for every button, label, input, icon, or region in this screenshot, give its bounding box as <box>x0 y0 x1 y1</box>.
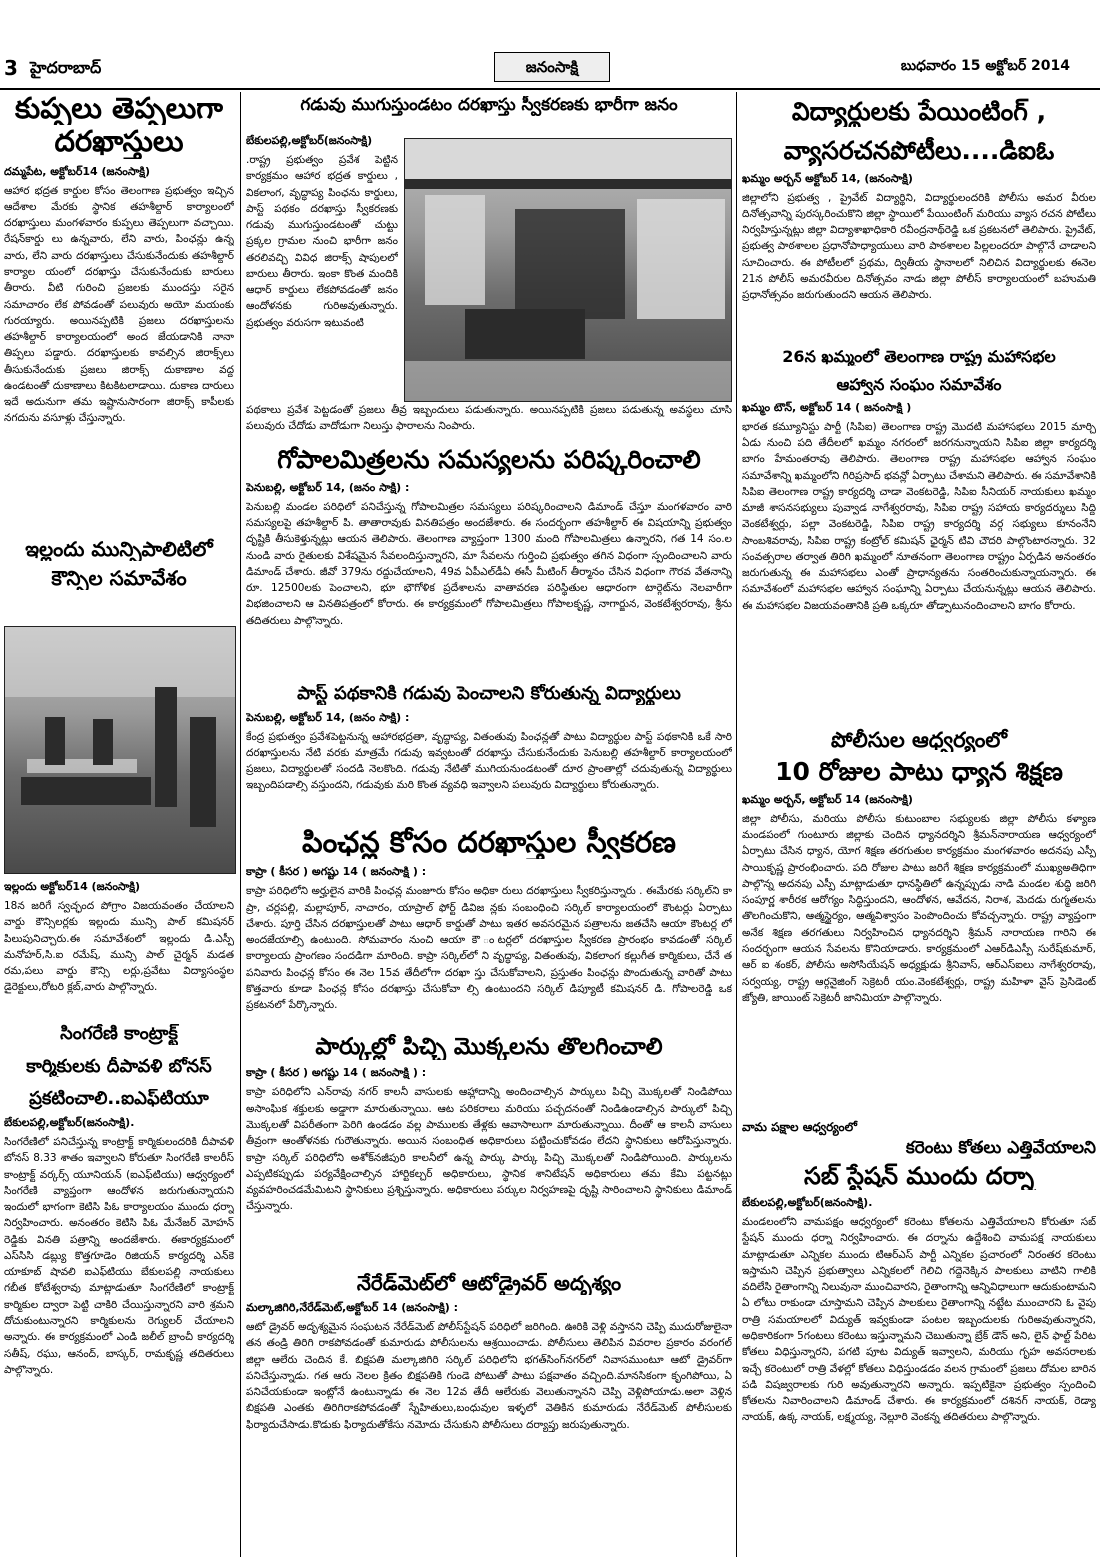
headline: విద్యార్థులకు పేయింటింగ్ , <box>791 98 1047 126</box>
headline: కరెంటు కోతలు ఎత్తివేయాలని <box>905 1139 1096 1158</box>
article-body: జిల్లాలోని ప్రభుత్వ , ప్రైవేట్ విద్యార్థిని, విద్యార్థులందరికి పోలీసు అమర వీరుల దినోత్సవాన్ని పురస్కరించుకొని జిల్లా స్థాయిలో పేయింటింగ్ మరియు వ్యాస రచన పోటీలు నిర్వహిస్తున్నట్లు జిల్లా విద్యాశాఖాధికారి రవీంద్రనాథ్‌రెడ్డి ఒక ప్రకటనలో తెలిపారు. ప్రైవేట్, ప్రభుత్వ పాఠశాలల ప్రధానోపాధ్యాయులు వారి పాఠశాలల పిల్లలందరూ పాల్గొనే చాడాలని సూచించారు. ఈ పోటీలలో ప్రథమ, ద్వితీయ స్థానాలలో నిలిచిన విద్యార్థులకు ఈనెల 21న పోలీస్ అమరవీరుల దినోత్సవం నాడు జిల్లా పోలీస్ కార్యాలయంలో బహుమతి ప్రధానోత్సవం జరుగుతుందని ఆయన తెలిపారు. <box>742 191 1096 302</box>
byline: ఖమ్మం అర్బన్, అక్టోబర్ 14 (జనంసాక్షి) <box>742 792 913 806</box>
headline: కార్మికులకు దీపావళి బోనస్ <box>26 1056 212 1077</box>
article-a13 <box>742 1120 1096 1556</box>
byline: పెనుబల్లి, అక్టోబర్ 14, (జనం సాక్షి) : <box>246 480 410 494</box>
kicker: వామ పక్షాల ఆధ్వర్యంలో <box>742 1120 857 1134</box>
article-body: జిల్లా పోలీసు, మరియు పోలీసు కుటుంబాల సభ్యులకు జిల్లా పోలీసు కళ్యాణ మండపంలో గుంటూరు జిల్లాకు చెందిన ధ్యానదర్శిని శ్రీమన్‌నారాయణ ఆధ్వర్యంలో ఏర్పాటు చేసిన ధ్యాన, యోగ శిక్షణ తరగుతుల కార్యక్రమం మంగళవారం అదనపు ఎస్పీ సాయికృష్ణ ప్రారంభించారు. పది రోజుల పాటు జరిగే శిక్షణ కార్యక్రమంలో ముఖ్యఅతిధిగా పాల్గొన్న అదనపు ఎస్పీ మాట్లాడుతూ ధానస్థితిలో ఉన్నప్పుడు నాడి మండల శుద్ధి జరిగి సంపూర్ణ శారీరక ఆరోగ్యం సిద్ధిస్తుందని, ఆందోళన, ఆవేదన, నిరాశ, మెదడు రుగ్మతలను తొలగించుకొని, ఆత్మస్థైర్యం, ఆత్మవిశ్వాసం పెంపొందించు కోవచ్చన్నారు. రాష్ట్ర వ్యాప్తంగా అనేక శిక్షణ తరగతులు నిర్వహించిన ధ్యానదర్శిని శ్రీమన్ నారాయణ గారిని ఈ సందర్భంగా ఆయన సేవలను కొనియాడారు. కార్యక్రమంలో ఎఆర్‌డిఎస్పీ సురేష్‌కుమార్, ఆర్ ఐ శంకర్, పోలీసు అసోసియేషన్ అధ్యక్షుడు శ్రీనివాస్, ఆర్ఎస్‌ఐలు నాగేశ్వరరావు, సర్వయ్య, రాష్ట్ర ఆర్గనైజింగ్ సెక్రెటరీ యం.వెంకటేశ్వర్లు, రాష్ట్ర మహిళా వైస్ ప్రెసిడెంట్ జ్యోతి, జాయింట్ సెక్రెటరీ జానిమియా పాల్గొన్నారు. <box>742 812 1096 1004</box>
article-body: పథకాలు ప్రవేశ పెట్టడంతో ప్రజలు తీవ్ర ఇబ్బందులు పడుతున్నారు. అయినప్పటికి ప్రజలు పడుతున్న అవస్థలు చూసి పలువురు చేదోడు వాదోడుగా నిలుస్తు ఫారాలను నింపారు. <box>246 404 732 433</box>
article-a9 <box>246 1272 732 1556</box>
column-divider <box>240 92 241 1557</box>
article-body: ఆటో డ్రైవర్ అదృశ్యమైన సంఘటన నేరేడ్‌మెట్ పోలీస్‌స్టేషన్ పరిధిలో జరిగింది. ఊరికి వెళ్లి వస్తానని చెప్పి ముదురోజులైనా తన తండ్రి తిరిగి రాకపోవడంతో కుమారుడు పోలీసులను ఆశ్రయించాడు. పోలీసులు తెలిపిన వివరాల ప్రకారం వరంగల్ జిల్లా ఆలేరు చెందిన కే. బిక్షపతి మల్కాజిగిరి సర్కిల్ పరిధిలోని భగత్‌సింగ్‌నగర్‌లో నివాసముంటూ ఆటో డ్రైవర్‌గా పనిచేస్తున్నాడు. గత ఆరు నెలల క్రితం బిక్షపతికి గుండె పోటుతో పాటు పక్షవాతం వచ్చింది.మానసికంగా కృంగిపోయి, ఏ పనిచేయకుండా ఇంట్లోనే ఉంటున్నాడు ఈ నెల 12వ తేదీ ఆలేరుకు వెలుతున్నానని చెప్పి వెళ్లిపోయాడు.అలా వెళ్లిన బిక్షపతి ఎంతకు తిరిగిరాకపోవడంతో స్నేహితులు,బంధువుల ఇళ్ళలో వెతికిన కుమారుడు నేరేడ్‌మెట్ పోలీసులకు ఫిర్యాదుచేసాడు.కొడుకు ఫిర్యాదుతోకేసు నమోదు చేసుకుని పోలీసులు దర్యాప్తు జరుపుతున్నారు. <box>246 1321 732 1431</box>
article-a6 <box>246 684 732 820</box>
issue-date: బుధవారం 15 అక్టోబర్ 2014 <box>900 58 1070 74</box>
article-body: కాప్రా పరిధిలోని అర్హులైన వారికి పింఛన్ల మంజూరు కోసం అధికా రులు దరఖాస్తులు స్వీకరిస్తున్నారు . ఈమేరకు సర్కిల్‌ని కా ప్రా, చర్లపల్లి, మల్లాపూర్, నాచారం, యాప్రాల్ ఫోర్ట్ డివిజ న్లకు సంబంధించి సర్కిల్ కార్యాలయంలో కౌంటర్లు ఏర్పాటు చేశారు. పూర్తి చేసిన దరఖాస్తులతో పాటు ఆధార్ కార్డుతో పాటు ఇతర అవసరమైన పత్రాలను జతచేసి ఆయా కౌంటర్ల లో అందజేయాల్సి ఉంటుంది. సోమవారం నుంచి ఆయా కౌ ంటర్లలో దరఖాస్తుల స్వీకరణ ప్రారంభం కావడంతో సర్కిల్ కార్యాలయ ప్రాంగణం సందడిగా మారింది. కాప్రా సర్కిల్‌లో ని వృద్ధాప్య, వితంతువు, వికలాంగ కల్లుగీత కార్మికులు, చేనే త పనివారు పింఛన్ల కోసం ఈ నెల 15వ తేదీలోగా దరఖా స్తు చేసుకోవాలని, ప్రస్తుతం పింఛన్లు పొందుతున్న వారితో పాటు కొత్తవారు కూడా పింఛన్ల కోసం దరఖాస్తు చేసుకోవా ల్సి ఉంటుందని సర్కిల్ డిప్యూటీ కమిషనర్ డి. గోపాలరెడ్డి ఒక ప్రకటనలో పేర్కొన్నారు. <box>246 885 732 1012</box>
article-body: కేంద్ర ప్రభుత్వం ప్రవేశపెట్టనున్న ఆహారభద్రతా, వృద్ధాప్య, వితంతువు పింఛన్లతో పాటు విద్యార్థుల పాస్ట్ పథకానికి ఒకే సారి దరఖాస్తులను నేటి వరకు మాత్రమే గడువు ఇవ్వటంతో దరఖాస్తు చేసుకునేందుకు పెనుబల్లి తహశీల్దార్ కార్యాలయంలో ప్రజలు, విద్యార్థులతో సందడి నెలకొంది. గడువు నేటితో ముగియనుండటంతో దూర ప్రాంతాల్లో చదువుతున్న విద్యార్థులు ఇబ్బందిపడాల్సి వస్తుందని, గడువుకు మరి కొంత వ్యవధి ఇవ్వాలని పలువురు విద్యార్థులు కోరుతున్నారు. <box>246 730 732 792</box>
article-a7 <box>246 826 732 1030</box>
headline: ప్రకటించాలి..ఐఎఫ్‌టియూ <box>29 1089 209 1110</box>
headline: పోలీసుల ఆధ్వర్యంలో <box>831 728 1007 752</box>
meeting-photo <box>4 626 236 874</box>
byline: బేకులపల్లి,అక్టోబర్(జనంసాక్షి) <box>246 134 373 147</box>
byline: కాప్రా ( కీసర ) అగష్టు 14 ( జనంసాక్షి ) : <box>246 865 427 879</box>
page-header <box>0 52 1100 86</box>
article-a4 <box>246 134 398 414</box>
crowd-photo <box>404 138 732 402</box>
headline: 10 రోజుల పాటు ధ్యాన శిక్షణ <box>775 758 1063 787</box>
headline: వ్యాసరచనపోటీలు....డిఐఓ <box>783 136 1055 165</box>
headline: ఆహ్వాన సంఘం సమావేశం <box>836 376 1002 395</box>
column-divider <box>736 92 737 1557</box>
byline: ఖమ్మం టౌన్, అక్టోబర్ 14 ( జనంసాక్షి ) <box>742 400 912 414</box>
article-body: పెనుబల్లి మండల పరిధిలో పనిచేస్తున్న గోపాలమిత్రల సమస్యలు పరిష్కరించాలని డిమాండ్ చేస్తూ మంగళవారం వారి సమస్యలపై తహశీల్దార్ పి. తాతారావుకు వినతిపత్రం అందజేశారు. ఈ సందర్భంగా తహశీల్దార్ ఈ విషయాన్ని ప్రభుత్వం దృష్టికి తీసుకెళ్తున్నట్లు ఆయన తెలిపారు. తెలంగాణ వ్యాప్తంగా 1300 మంది గోపాలమిత్రలు ఉన్నారని, గత 14 సం.ల నుండి వారు రైతులకు విశేషమైన సేవలందిస్తున్నారని, మా సేవలను గుర్తించి ప్రభుత్వం తగిన విధంగా స్పందించాలని వారు డిమాండ్ చేశారు. జీవో 379ను రద్దుచేయాలని, 49వ ఏపీఎల్‌డీఏ ఈసీ మీటింగ్ తీర్మానం చేసిన విధంగా గౌరవ వేతనాన్ని రూ. 12500లకు పెంచాలని, భూ భౌగోళిక ప్రదేశాలను వాతావరణ పరిస్థితుల ఆధారంగా టార్గెట్‌ను నెలవారీగా విభజించాలని ఆ వినతిపత్రంలో కోరారు. ఈ కార్యక్రమంలో గోపాలమిత్రలు గోపాలకృష్ణ, నాగార్జున, వెంకటేశ్వరరావు, శ్రీను తదితరులు పాల్గొన్నారు. <box>246 500 732 627</box>
article-a12 <box>742 728 1096 1118</box>
article-body: భారత కమ్యూనిస్టు పార్టీ (సిపిఐ) తెలంగాణ రాష్ట్ర మొదటి మహాసభలు 2015 మార్చి ఏడు నుంచి పది తేదీలలో ఖమ్మం నగరంలో జరగనున్నాయని సిపిఐ జిల్లా కార్యదర్శి బాగం హేమంతరావు తెలిపారు. తెలంగాణ రాష్ట్ర మహాసభల ఆహ్వాన సంఘం సమావేశాన్ని ఖమ్మంలోని గిరిప్రసాద్ భవన్లో ఏర్పాటు చేశామని తెలిపారు. ఈ సమావేశానికి సిపిఐ తెలంగాణ రాష్ట్ర కార్యదర్శి చాడా వెంకటరెడ్డి, సిపిఐ సీనియర్ నాయకులు ఖమ్మం మాజీ శాసనసభ్యులు పువ్వాడ నాగేశ్వరరావు, సిపిఐ రాష్ట్ర సహాయ కార్యదర్శులు సిద్ది వెంకటేశ్వర్లు, పల్లా వెంకటరెడ్డి, సిపిఐ రాష్ట్ర కార్యదర్శి వర్గ సభ్యులు కూనంనేని సాంబశివరావు, సిపిఐ రాష్ట్ర కంట్రోల్ కమిషన్ ఛైర్మన్ టివి చౌదరి పాల్గొంటారన్నారు. 32 సంవత్సరాల తర్వాత తిరిగి ఖమ్మంలో నూతనంగా తెలంగాణ రాష్ట్రం ఏర్పడిన అనంతరం జరుగుతున్న ఈ మహాసభలు ఎంతో ప్రాధాన్యతను సంతరించుకున్నాయన్నారు. ఈ సమావేశంలో మహాసభల ఆహ్వాన సంఘాన్ని ఏర్పాటు చేయనున్నట్లు ఆయన తెలిపారు. ఈ మహాసభల విజయవంతానికి ప్రతి ఒక్కరూ తోడ్పాటునందించాలని బాగం కోరారు. <box>742 420 1096 612</box>
byline: పెనుబల్లి, అక్టోబర్ 14, (జనం సాక్షి) : <box>246 710 410 724</box>
article-a2-headline <box>4 536 234 620</box>
section-city: హైదరాబాద్ <box>30 58 102 77</box>
byline: ఖమ్మం అర్బన్ అక్టోబర్ 14, (జనంసాక్షి) <box>742 171 913 185</box>
article-a11 <box>742 348 1096 728</box>
headline: 26న ఖమ్మంలో తెలంగాణ రాష్ట్ర మహాసభల <box>782 348 1056 366</box>
headline: గోపాలమిత్రలను సమస్యలను పరిష్కరించాలి <box>277 446 701 474</box>
article-a2 <box>4 880 234 1012</box>
headline: సబ్ స్టేషన్ ముందు దర్నా <box>803 1162 1035 1190</box>
masthead-logo: జనంసాక్షి <box>494 52 610 82</box>
article-a5 <box>246 446 732 678</box>
headline: కౌన్సిల సమావేశం <box>51 567 187 590</box>
headline: నేరేడ్‌మెట్‌లో ఆటోడ్రైవర్ అదృశ్యం <box>356 1272 622 1295</box>
header-rule <box>0 88 1100 90</box>
byline: దమ్మపేట, అక్టోబర్14 (జనంసాక్షి) <box>4 164 150 178</box>
byline: కాప్రా ( కీసర ) అగష్టు 14 ( జనంసాక్షి ) : <box>246 1066 427 1080</box>
headline: దరఖాస్తులు <box>54 125 184 159</box>
headline: గడువు ముగుస్తుండటం దరఖాస్తు స్వీకరణకు భారీగా జనం <box>300 96 678 115</box>
byline: బేకులపల్లి,అక్టోబర్(జనంసాక్షి). <box>742 1196 873 1210</box>
article-body: 18న జరిగే స్వచ్ఛంద పోగ్రాం విజయవంతం చేయాలని వార్డు కౌన్సిలర్లకు ఇల్లందు మున్సి పాల్ కమిషనర్ పిలుపునిచ్చారు.ఈ సమావేశంలో ఇల్లందు డి.ఎస్పీ మనోహర్,సి.ఐ రమేష్, మున్సి పాల్ చైర్మన్ మడత రమ,పలు వార్డు కౌన్సి లర్లు,ప్రవేటు విద్యాసంస్థల డైరెక్టులు,రోటరి క్లబ్,వారు పాల్గొన్నారు. <box>4 900 234 994</box>
article-body: సింగరేణిలో పనిచేస్తున్న కాంట్రాక్ట్ కార్మికులందరికి దీపావళి బోనస్ 8.33 శాతం ఇవ్వాలని కోరుతూ సింగరేణి కాలరీస్ కాంట్రాక్ట్ వర్కర్స్ యూనియన్ (ఐఎఫ్‌టియు) ఆధ్వర్యంలో సింగరేణి వ్యాప్తంగా ఆందోళన జరుగుతున్నాయని ఇందులో భాగంగా కెటిసి పిఓ కార్యాలయం ముందు ధర్నా నిర్వహించారు. అనంతరం కెటిసి పిఓ మేనేజర్ మోహన్ రెడ్డికు వినతి పత్రాన్ని అందజేశారు. ఈకార్యక్రమంలో ఎస్‌సిసి డబ్ల్యు కొత్తగూడెం రిజియన్ కార్యదర్శి ఎన్‌కె యాకూబ్ షావలి ఐఎఫ్‌టియు బేకులపల్లి నాయకులు గబీత కోటేశ్వరావు మాట్లాడుతూ సింగరేణిలో కాంట్రాక్ట్ కార్మికుల ద్వారా పెట్టి చాకిరి చేయిస్తున్నారని వారి శ్రమని దోచుకుంటున్నారని కార్మికులను రెగ్యులర్ చేయాలని అన్నారు. ఈ కార్యక్రమంలో ఎండి జలీల్ బ్రాంచీ కార్యదర్శి సతీష్, రఘు, ఆనంద్, బాస్కర్, రామకృష్ణ తదితరులు పాల్గొన్నారు. <box>4 1136 234 1376</box>
article-a4-continued <box>246 402 732 436</box>
headline: పింఛన్ల కోసం దరఖాస్తుల స్వీకరణ <box>301 826 677 859</box>
headline: ఇల్లందు మున్సిపాలిటిలో <box>25 538 213 561</box>
article-body: ఆహార భద్రత కార్డుల కోసం తెలంగాణ ప్రభుత్వం ఇచ్చిన ఆదేశాల మేరకు స్థానిక తహశీల్దార్ కార్యాలంలో దరఖాస్తులు మంగళవారం కుప్పలు తెప్పలుగా వచ్చాయి. రేషన్‌కార్డు లు ఉన్నవారు, లేని వారు, పింఛన్లు ఉన్న వారు, లేని వారు దరఖాస్తులు చేసుకునేందుకు తహశీల్దార్ కార్యాల యంలో దరఖాస్తు చేసుకునేందుకు బారులు తీరారు. వీటి గురించి ప్రజలకు ముందస్తు సరైన సమాచారం లేక పోవడంతో పలువురు అయో మయంకు గురయ్యారు. అయినప్పటికి ప్రజలు దరఖాస్తులను తహశీల్దార్ కార్యాలయంలో అంద జేయడానికి నానా తిప్పలు పడ్డారు. దరఖాస్తులకు కావల్సిన జిరాక్స్‌లు తీసుకునేందుకు ప్రజలు జిరాక్స్ దుకాణాల వద్ద ఉండటంతో దుకాణాలు కిటకిటలాడాయి. దుకాణ దారులు ఇదే అదునుగా తమ ఇష్టానుసారంగా జిరాక్స్ కాపీలకు నగదును వసూళ్లు చేస్తున్నారు. <box>4 184 234 425</box>
article-a4-headline <box>246 92 732 134</box>
byline: మల్కాజిగిరి,నేరేడ్‌మెట్,అక్టోబర్ 14 (జనంసాక్షి) : <box>246 1301 458 1314</box>
page-number: 3 <box>4 56 18 80</box>
article-body: కాప్రా పరిధిలోని ఎన్‌రావు నగర్ కాలనీ వాసులకు ఆహ్లాదాన్ని అందించాల్సిన పార్కులు పిచ్చి మొక్కలతో నిండిపోయి అసాంఘిక శక్తులకు అడ్డాగా మారుతున్నాయి. ఆట పరికరాలు మరియు పచ్చదనంతో నిండిఉండాల్సిన పార్కులో పిచ్చి మొక్కలతో విపరీతంగా పెరిగి ఉండడం వల్ల పాములకు తేళ్లకు ఆవాసాలుగా మారుతున్నాయి. దీంతో ఆ కాలనీ వాసులు తీవ్రంగా ఆంతోళనకు గురౌతున్నారు. అయిన సంబంధిత అధికారులు పట్టించుకోవడం లేదని స్థానికులు ఆరోపిస్తున్నారు. కాప్రా సర్కిల్ పరిధిలోని అశోక్‌నజీపురి కాలనీలో ఉన్న పార్కు పార్కు పిచ్చి మొక్కలతో నిండిపోయింది. పార్కులను ఎప్పటికప్పుడు పర్యవేక్షించాల్సిన హార్టికల్చర్ అధికారులు, స్థానిక శానిటేషన్ అధికారులు తమ కేమి పట్టనట్లు వ్యవహరించడమేమిటని స్థానికులు ప్రశ్నిస్తున్నారు. అధికారులు పర్కుల నిర్వహణపై దృష్టి సారించాలని స్థానికులు డిమాండ్ చేస్తున్నారు. <box>246 1086 732 1213</box>
article-body: .రాష్ట్ర ప్రభుత్వం ప్రవేశ పెట్టిన కార్యక్రమం ఆహార భద్రత కార్డులు , వికలాంగ, వృద్ధాప్య పింఛను కార్డులు, పాస్ట్ పథకం దరఖాస్తు స్వీకరణకు గడువు ముగుస్తుండటంతో చుట్టు ప్రక్కల గ్రామల నుంచి భారీగా జనం తరలివచ్చి వివిధ జిరాక్స్ షాపులలో బారులు తీరారు. ఇంకా కొంత మందికి ఆధార్ కార్డులు లేకపోవడంతో జనం ఆందోళనకు గురిఅవుతున్నారు. ప్రభుత్వం వరుసగా ఇటువంటి <box>246 154 398 329</box>
article-a3 <box>4 1024 234 1556</box>
byline: బేకులపల్లి,అక్టోబర్(జనంసాక్షి). <box>4 1116 135 1130</box>
article-a10 <box>742 92 1096 342</box>
headline: కుప్పలు తెప్పలుగా <box>15 92 223 125</box>
byline: ఇల్లందు అక్టోబర్14 (జనంసాక్షి) <box>4 880 141 893</box>
headline: పాస్ట్ పథకానికి గడువు పెంచాలని కోరుతున్న విద్యార్థులు <box>297 684 681 704</box>
headline: సింగరేణి కాంట్రాక్ట్ <box>60 1024 178 1044</box>
headline: పార్కుల్లో పిచ్చి మొక్కలను తొలగించాలి <box>315 1034 663 1060</box>
article-a8 <box>246 1034 732 1270</box>
article-body: మండలంలోని వామపక్షం ఆధ్వర్యంలో కరెంటు కోతలను ఎత్తివేయాలని కోరుతూ సబ్ స్టేషన్ ముందు ధర్నా నిర్వహించారు. ఈ దర్నాను ఉద్దేశించి వామపక్ష నాయకులు మాట్లాడుతూ ఎన్నికల ముందు టిఆర్‌ఎస్ పార్టీ ఎన్నికల ప్రచారంలో నిరంతర కరెంటు ఇస్తామని చెప్పిన ప్రభుత్వాలు ఎన్నికలలో గెలిచి గద్దెనెక్కిన పాలకులు వాటిని గాలికి వదిలేసి రైతాంగాన్ని నిలువునా ముంచివారని, రైతాంగాన్ని ఆన్నివిధాలుగా ఆదుకుంటామని ఏ లోటు రాకుండా చూస్తామని చెప్పిన పాలకులు రైతాంగాన్ని నట్టేట ముంచారని ఓ వైపు రాత్రి సమయాలలో విద్యుత్ ఇవ్వకుండా పంటల ఇబ్బందులకు గురిఅవుతున్నారని, అధికారికంగా 5గంటలు కరెంటు ఇస్తున్నామని చెబుతున్నా బ్రేక్ డౌన్ అని, లైన్ ఫాల్ట్ పేరిట కోతలు విధిస్తున్నారని, పగటి పూట విద్యుత్ ఇవ్వాలని, మరియు గృహ అవసరాలకు ఇచ్చే కరెంటులో రాత్రి వేళల్లో కోతలు విధిస్తుండడం వలన గ్రామంలో ప్రజలు దోమల బారిన పడి విషజ్వరాలకు గురి అవుతున్నారని అన్నారు. ఇప్పటికైనా ప్రభుత్వం స్పందించి కోతలను నివారించాలని డిమాండ్ చేశారు. ఈ కార్యక్రమంలో దశినగ్ నాయక్, రెడ్యా నాయక్, ఉక్క నాయక్, లక్ష్మయ్య, నెల్లూరి వెంకన్న తదితరులు పాల్గొన్నారు. <box>742 1216 1096 1424</box>
